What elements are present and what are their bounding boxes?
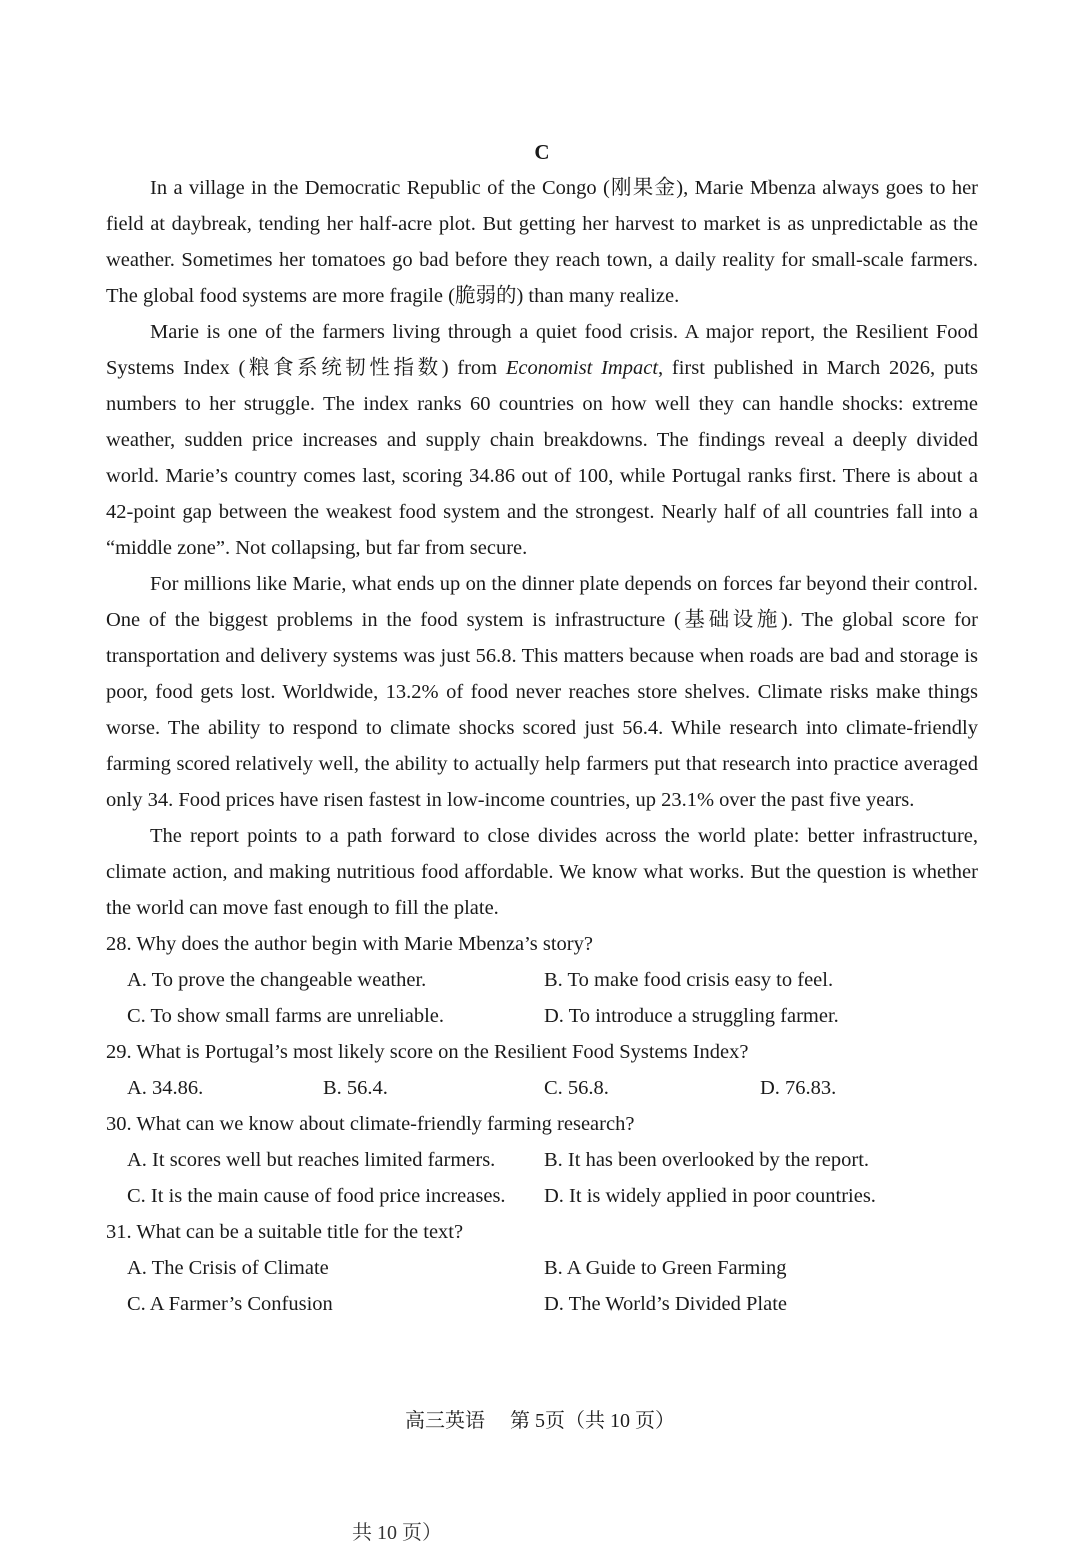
option-a: A. The Crisis of Climate bbox=[127, 1257, 329, 1279]
question-31-options bbox=[106, 1250, 978, 1322]
option-b: B. To make food crisis easy to feel. bbox=[544, 969, 834, 991]
option-b: B. 56.4. bbox=[323, 1077, 388, 1099]
option-d: D. To introduce a struggling farmer. bbox=[544, 1005, 839, 1027]
option-c: C. To show small farms are unreliable. bbox=[127, 1005, 444, 1027]
option-d: D. The World’s Divided Plate bbox=[544, 1293, 787, 1315]
option-a: A. To prove the changeable weather. bbox=[127, 969, 427, 991]
paragraph-2-start: Marie is one of the farmers living through a quiet food crisis. A major report, the Resilient Food Systems Index (粮食系统韧性指数) from bbox=[106, 321, 978, 379]
option-d: D. It is widely applied in poor countries. bbox=[544, 1185, 876, 1207]
paragraph-3: For millions like Marie, what ends up on the dinner plate depends on forces far beyond their control. One of the biggest problems in the food system is infrastructure (基础设施). The global score for transportation and delivery systems was just 56.8. This matters because when roads are bad and storage is poor, food gets lost. Worldwide, 13.2% of food never reaches store shelves. Climate risks make things worse. The ability to respond to climate shocks scored just 56.4. While research into climate-friendly farming scored relatively well, the ability to actually help farmers put that research into practice averaged only 34. Food prices have risen fastest in low-income countries, up 23.1% over the past five years. bbox=[106, 573, 978, 811]
paragraph-2-rest: , first published in March 2026, puts numbers to her struggle. The index ranks 60 countries on how well they can handle shocks: extreme weather, sudden price increases and supply chain breakdowns. The findings reveal a deeply divided world. Marie’s country comes last, scoring 34.86 out of 100, while Portugal ranks first. There is about a 42-point gap between the weakest food system and the strongest. Nearly half of all countries fall into a “middle zone”. Not collapsing, but far from secure. bbox=[106, 357, 978, 559]
page-footer bbox=[0, 1404, 1080, 1433]
option-b: B. It has been overlooked by the report. bbox=[544, 1149, 870, 1171]
question-31: 31. What can be a suitable title for the text? bbox=[106, 1221, 464, 1243]
paragraph-2 bbox=[106, 314, 978, 566]
option-c: C. A Farmer’s Confusion bbox=[127, 1293, 333, 1315]
footer-subject: 高三英语 bbox=[405, 1410, 485, 1432]
footer-page-number: 第 5页（共 10 页） bbox=[510, 1410, 675, 1432]
exam-page bbox=[106, 136, 978, 1322]
section-heading: C bbox=[534, 140, 550, 164]
option-c: C. 56.8. bbox=[544, 1077, 609, 1099]
paragraph-1: In a village in the Democratic Republic of the Congo (刚果金), Marie Mbenza always goes to her field at daybreak, tending her half-acre plot. But getting her harvest to market is as unpredictable as the weather. Sometimes her tomatoes go bad before they reach town, a daily reality for small-scale farmers. The global food systems are more fragile (脆弱的) than many realize. bbox=[106, 177, 978, 307]
option-d: D. 76.83. bbox=[760, 1077, 837, 1099]
option-a: A. It scores well but reaches limited farmers. bbox=[127, 1149, 496, 1171]
option-c: C. It is the main cause of food price increases. bbox=[127, 1185, 506, 1207]
question-28-options bbox=[106, 962, 978, 1034]
question-29-options bbox=[106, 1070, 978, 1106]
paragraph-4: The report points to a path forward to close divides across the world plate: better infrastructure, climate action, and making nutritious food affordable. We know what works. But the question is whether the world can move fast enough to fill the plate. bbox=[106, 825, 978, 919]
cutoff-next-page-text: 共 10 页） bbox=[352, 1522, 442, 1544]
option-b: B. A Guide to Green Farming bbox=[544, 1257, 787, 1279]
option-a: A. 34.86. bbox=[127, 1077, 204, 1099]
source-name: Economist Impact bbox=[505, 357, 659, 379]
question-30: 30. What can we know about climate-friendly farming research? bbox=[106, 1113, 635, 1135]
question-28: 28. Why does the author begin with Marie Mbenza’s story? bbox=[106, 933, 593, 955]
question-30-options bbox=[106, 1142, 978, 1214]
question-29: 29. What is Portugal’s most likely score on the Resilient Food Systems Index? bbox=[106, 1041, 749, 1063]
